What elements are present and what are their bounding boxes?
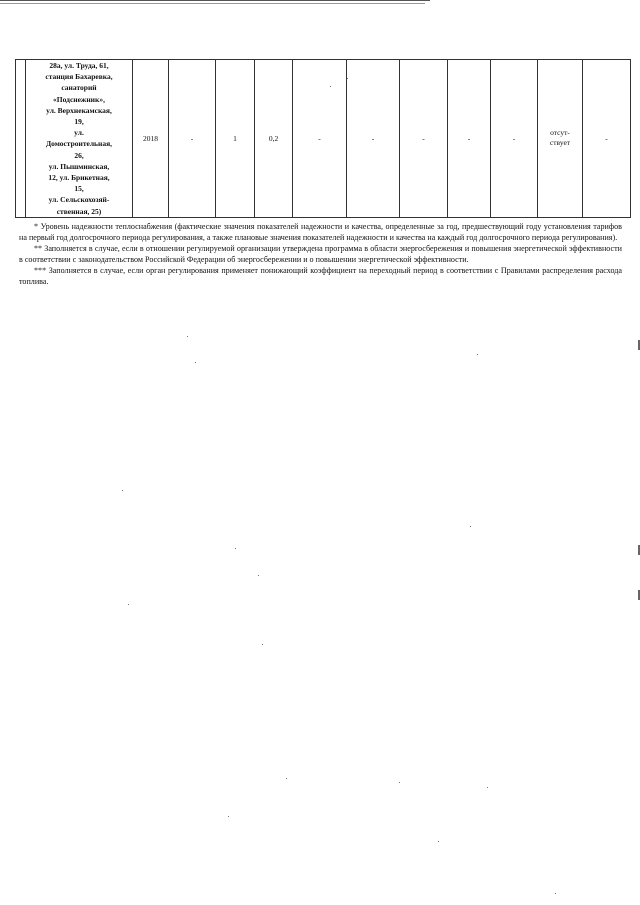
scan-speck xyxy=(228,816,229,817)
value-cell: 1 xyxy=(216,60,255,218)
address-line: Домостроительная, xyxy=(45,139,113,149)
value-cell: 0,2 xyxy=(255,60,293,218)
footnote-1: * Уровень надежности теплоснабжения (фактические значения показателей надежности и качества, определенные за год, предшествующий году установления тарифов на первый год долгосрочного периода регулирования, а также плановые значения показателей надежности и качества на каждый год долгосрочного периода регулирования). xyxy=(19,222,622,242)
address-line: ул. Пышминская, xyxy=(48,161,110,171)
address-line: ул. Верхнекамская, xyxy=(46,105,112,115)
scan-speck xyxy=(235,548,236,549)
scan-speck xyxy=(330,86,331,87)
scan-speck xyxy=(195,362,196,363)
address-line: станция Бахаревка, xyxy=(45,72,113,82)
address-line: санаторий xyxy=(61,83,97,93)
value-cell: - xyxy=(583,60,631,218)
scan-speck xyxy=(187,336,188,337)
value-cell: отсут- ствует xyxy=(538,60,583,218)
value-cell: - xyxy=(347,60,400,218)
scan-speck xyxy=(470,526,471,527)
value-cell: - xyxy=(400,60,448,218)
address-line: 19, xyxy=(74,117,84,127)
address-line: ственная, 25) xyxy=(56,206,102,216)
scan-speck xyxy=(487,787,488,788)
scan-speck xyxy=(438,841,439,842)
address-line: ул. Сельскохозяй- xyxy=(48,195,110,205)
scan-speck xyxy=(262,644,263,645)
indicators-table xyxy=(15,59,631,218)
address-line: 12, ул. Брикетная, xyxy=(48,173,110,183)
scan-speck xyxy=(555,893,556,894)
address-line: 15, xyxy=(74,184,84,194)
footnotes xyxy=(19,222,622,287)
scan-speck xyxy=(258,575,259,576)
footnote-3: *** Заполняется в случае, если орган регулирования применяет понижающий коэффициент на переходный период в соответствии с Правилами распределения расхода топлива. xyxy=(19,265,622,286)
scan-speck xyxy=(128,604,129,605)
address-cell xyxy=(26,60,133,218)
address-line: «Подснежник», xyxy=(53,94,105,104)
scan-speck xyxy=(122,490,123,491)
address-line: 26, xyxy=(74,150,84,160)
address-line: ул. xyxy=(74,128,84,138)
scan-top-border xyxy=(0,0,430,1)
scan-speck xyxy=(477,354,478,355)
address-line: 28а, ул. Труда, 61, xyxy=(49,61,109,70)
scan-speck xyxy=(347,78,348,79)
value-cell: - xyxy=(448,60,491,218)
scan-top-border-2 xyxy=(0,3,425,4)
scan-speck xyxy=(399,782,400,783)
value-cell: - xyxy=(293,60,347,218)
scan-speck xyxy=(286,778,287,779)
year-cell: 2018 xyxy=(133,60,169,218)
footnote-2: ** Заполняется в случае, если в отношении регулируемой организации утверждена программа в области энергосбережения и повышения энергетической эффективности в соответствии с законодательством Российской Федерации об энергосбережении и о повышении энергетической эффективности. xyxy=(19,243,622,264)
value-cell: - xyxy=(491,60,538,218)
table-row xyxy=(16,60,631,218)
row-number-cell xyxy=(16,60,26,218)
value-cell: - xyxy=(169,60,216,218)
